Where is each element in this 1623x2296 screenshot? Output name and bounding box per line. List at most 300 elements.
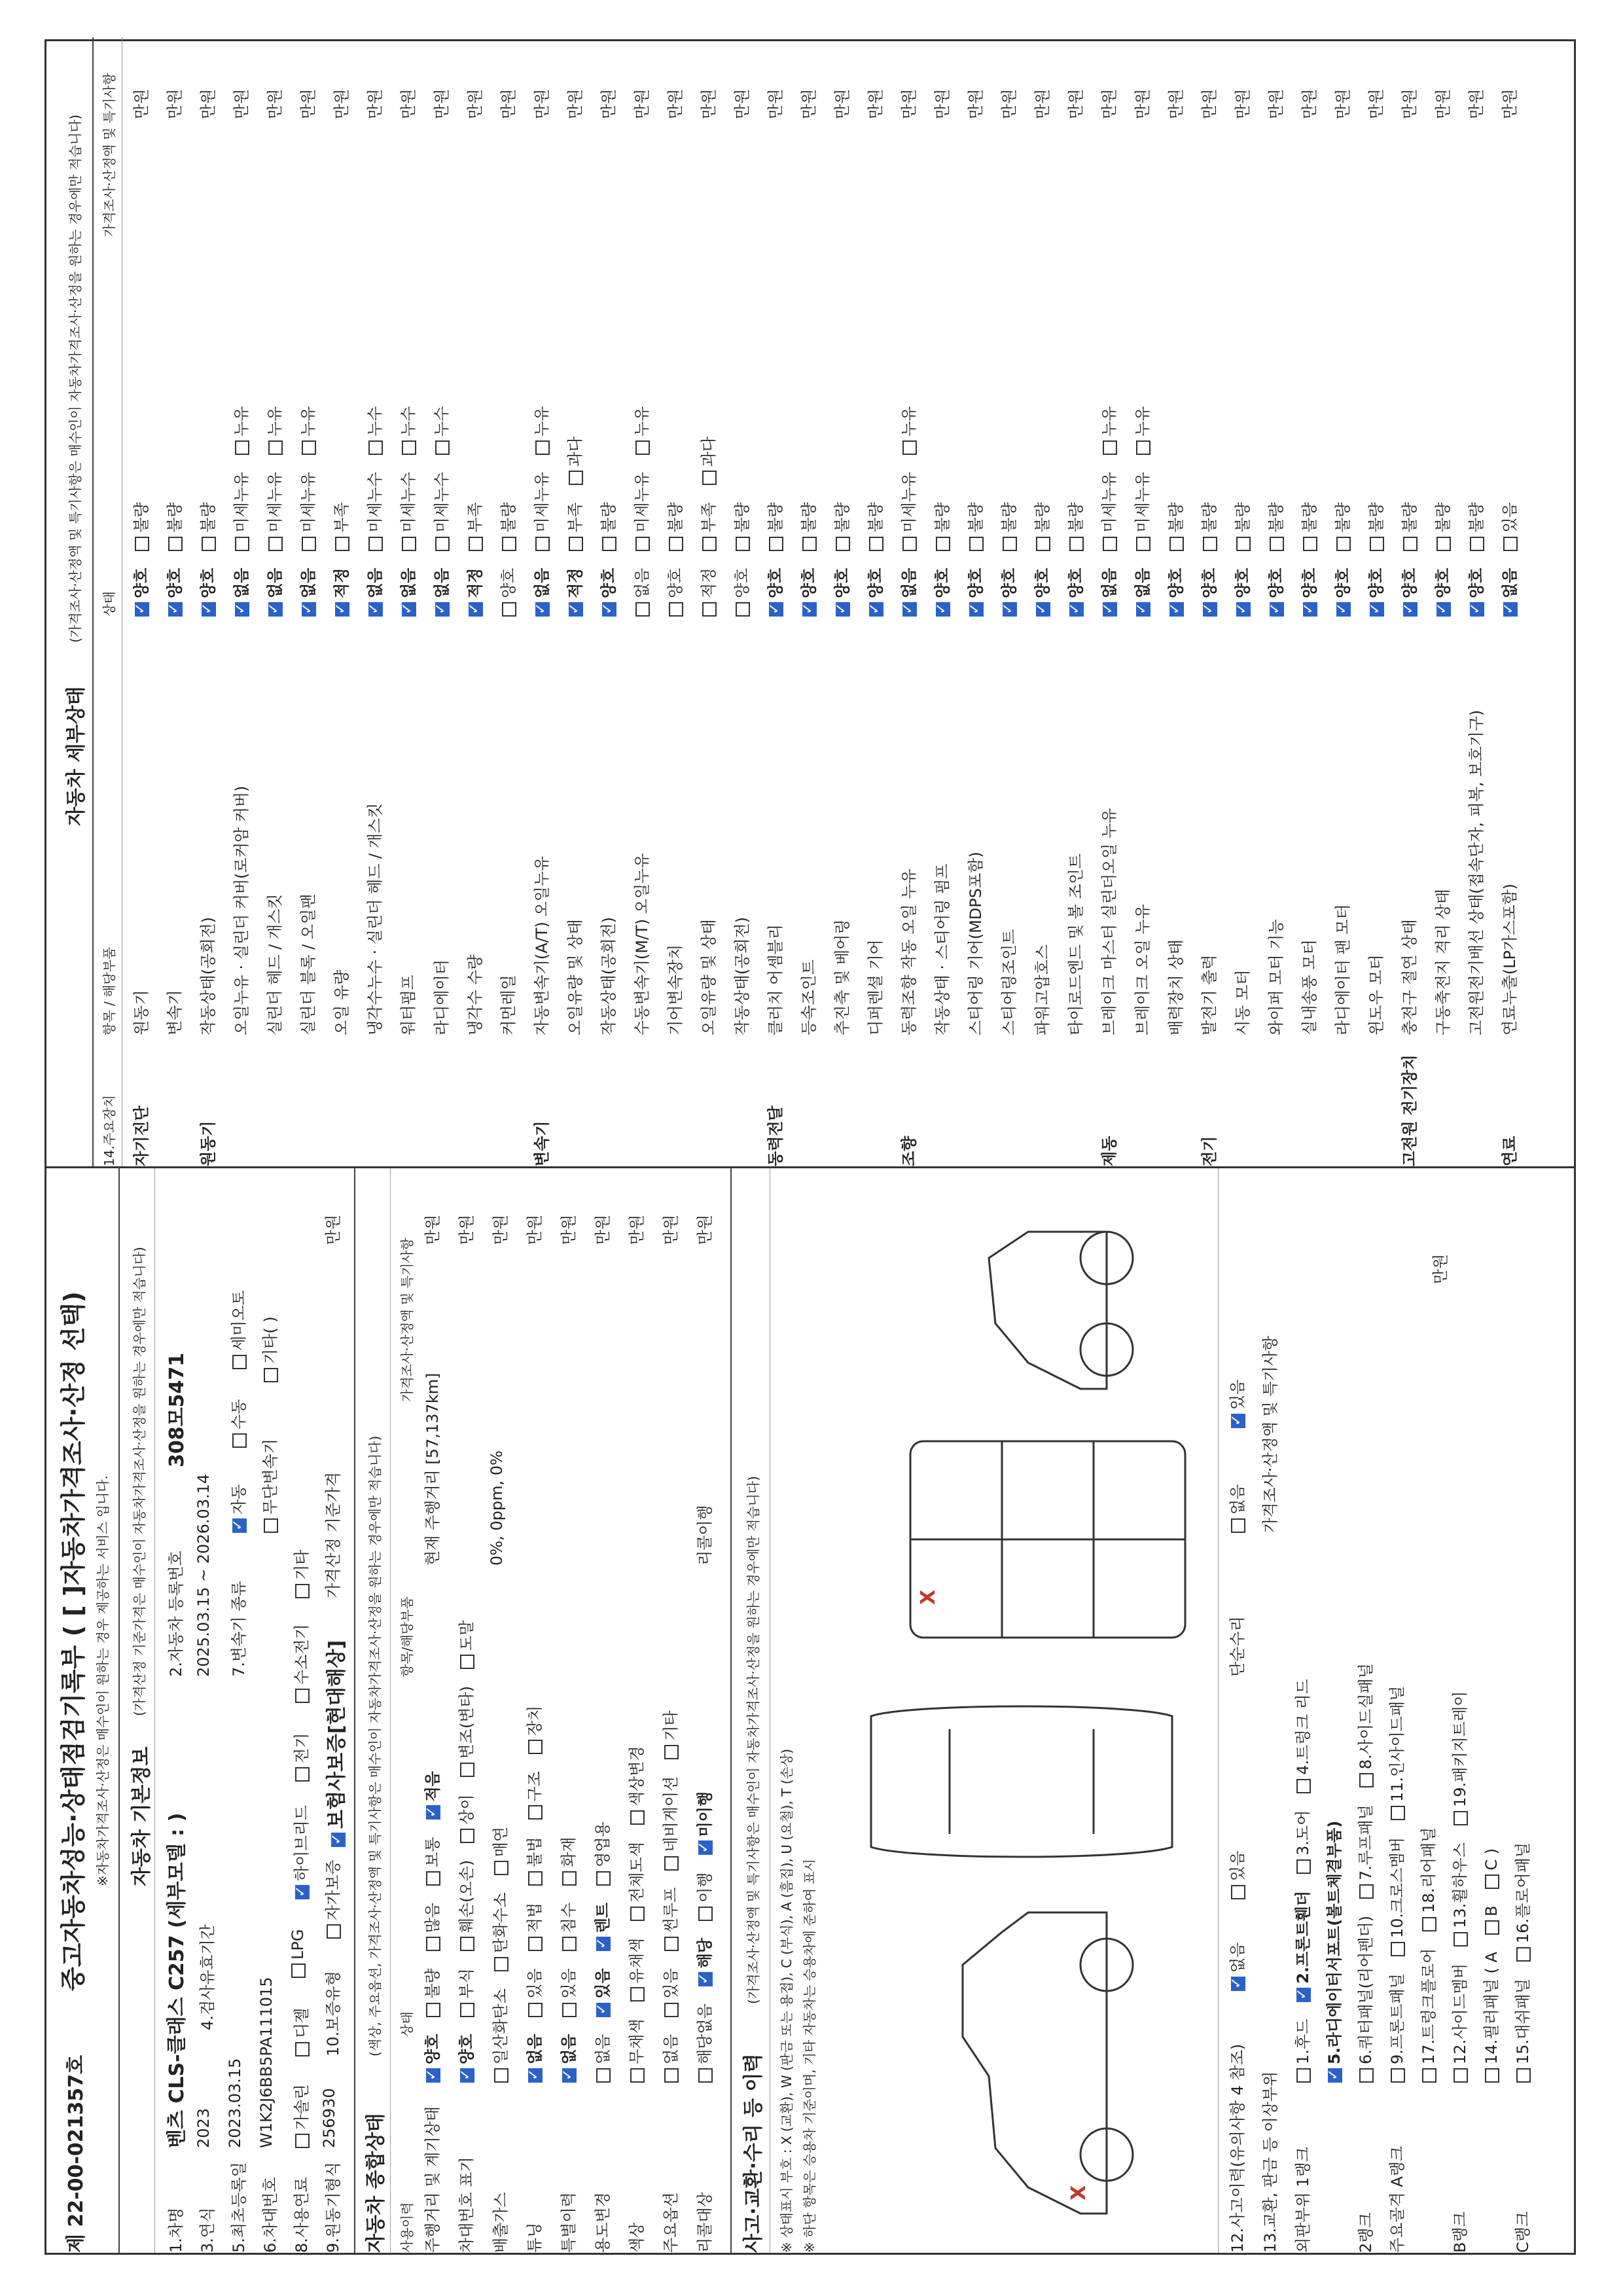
overall-option: 있음 [658, 1968, 681, 2017]
detail-group-label: 연료 [1501, 1136, 1519, 1166]
price-basis-label: 가격산정 기준가격 [324, 1471, 342, 1598]
part-option: 18.리어패널 [1416, 1827, 1438, 1931]
detail-option: 불량 [1463, 502, 1486, 550]
overall-option: 없음 [590, 2034, 613, 2083]
checkbox-icon [802, 602, 817, 617]
damage-mark-x-top: X [917, 1589, 940, 1605]
detail-group-label: 전기 [1200, 1136, 1219, 1166]
price-unit: 만원 [433, 88, 451, 119]
overall-option: ✓해당 [692, 1938, 715, 1986]
checkbox-icon [1391, 1942, 1405, 1956]
checkbox-icon [268, 537, 283, 551]
detail-option: ✓양호 [1463, 568, 1486, 617]
checkbox-icon [869, 602, 883, 617]
detail-item-label: 디퍼렌셜 기어 [866, 939, 885, 1035]
detail-option: ✓양호 [863, 568, 885, 617]
detail-item-label: 윈도우 모터 [1367, 954, 1385, 1035]
checkbox-icon [1470, 537, 1484, 551]
detail-note: (가격조사·산정액 및 특기사항은 매수인이 자동차가격조사·산정을 원하는 경우에만 적습니다) [67, 115, 83, 643]
part-option: 4.트렁크 리드 [1290, 1679, 1313, 1793]
part-option: 14.필러패널 ( A [1478, 1952, 1501, 2083]
checkbox-icon [902, 602, 917, 617]
fuel-gasoline: 가솔린 [293, 2084, 311, 2130]
col-main-device: 14.주요장치 [101, 1094, 117, 1166]
checkbox-icon [936, 602, 950, 617]
detail-option: ✓없음 [228, 568, 251, 617]
checkbox-icon [596, 1937, 611, 1951]
overall-option: ✓렌트 [590, 1903, 613, 1951]
detail-item-label: 동력조향 작동 오일 누유 [900, 869, 918, 1035]
accident-legend: ※ 상태표시 부호 : X (교환), W (판금 또는 용접), C (부식), A (흠집), U (요철), T (손상) [779, 1748, 794, 2253]
detail-option: 미세누수 [362, 472, 385, 551]
col-price: 가격조사·산정액 및 특기사항 [399, 1238, 415, 1402]
detail-option: 불량 [1063, 502, 1086, 550]
transmission-label: 7.변속기 종류 [230, 1581, 248, 1677]
transmission-semi: 세미오토 [230, 1290, 248, 1351]
checkbox-icon [630, 1907, 645, 1921]
right-panel [46, 37, 1574, 1166]
part-rank-label: B랭크 [1451, 2212, 1469, 2253]
checkbox-icon [1103, 602, 1117, 617]
checkbox-icon [902, 440, 917, 455]
detail-option: 부족 [329, 502, 351, 550]
checkbox-icon [528, 1871, 543, 1886]
price-unit: 만원 [599, 88, 618, 119]
overall-option: 영업용 [590, 1821, 613, 1886]
price-unit: 만원 [866, 88, 885, 119]
warranty-type-label: 10.보증유형 [324, 1971, 342, 2056]
overall-option: 훼손(오손) [454, 1860, 476, 1951]
odometer-basic: 256930 [320, 2088, 338, 2148]
checkbox-icon [1203, 537, 1217, 551]
overall-option: 화재 [556, 1837, 579, 1886]
checkbox-icon [569, 602, 583, 617]
checkbox-icon [1103, 440, 1117, 455]
overall-option: 적법 [522, 1903, 544, 1951]
overall-row-label: 리콜대상 [696, 2192, 714, 2253]
checkbox-icon [698, 1841, 713, 1856]
detail-item-label: 커먼레일 [499, 975, 518, 1035]
price-unit: 만원 [900, 88, 918, 119]
detail-option: 불량 [495, 502, 518, 550]
car-diagram [832, 1219, 1198, 2227]
overall-option: 일산화탄소 [488, 1988, 510, 2083]
accident-heading: 사고·교환·수리 등 이력 [742, 2053, 765, 2253]
checkbox-icon [969, 602, 984, 617]
part-option: 12.사이드멤버 [1447, 1964, 1470, 2083]
checkbox-icon [368, 440, 383, 455]
detail-option: 불량 [1230, 502, 1253, 550]
detail-option: 불량 [963, 502, 986, 550]
detail-item-label: 구동축전지 격리 상태 [1434, 889, 1452, 1035]
detail-item-label: 오일유량 및 상태 [566, 919, 584, 1035]
checkbox-icon [1485, 1920, 1499, 1935]
checkbox-icon [402, 440, 416, 455]
warranty-label: 9.원동기형식 [324, 2162, 342, 2253]
vin: W1K2J6BB5PA111015 [257, 1977, 276, 2148]
detail-option: ✓없음 [295, 568, 318, 617]
checkbox-icon [1003, 602, 1017, 617]
checkbox-icon [1328, 2068, 1342, 2083]
price-unit: 만원 [662, 1214, 680, 1245]
detail-item-label: 스티어링 기어(MDPS포함) [967, 852, 985, 1035]
overall-option: 색상변경 [624, 1746, 647, 1825]
part-option: 9.프론트패널 [1384, 1973, 1407, 2083]
detail-option: ✓양호 [796, 568, 819, 617]
checkbox-icon [135, 537, 149, 551]
checkbox-icon [702, 602, 717, 617]
detail-group-label: 자기진단 [132, 1105, 151, 1166]
detail-option: 양호 [729, 568, 752, 617]
detail-option: 부족 [696, 502, 719, 550]
checkbox-icon [635, 537, 650, 551]
checkbox-icon [1454, 1811, 1468, 1825]
detail-option: 불량 [796, 502, 819, 550]
price-unit: 만원 [566, 88, 584, 119]
overall-option: 유채색 [624, 1938, 647, 2002]
checkbox-icon [562, 1937, 577, 1951]
checkbox-icon [502, 537, 516, 551]
checkbox-icon [1303, 537, 1317, 551]
detail-option: ✓양호 [829, 568, 852, 617]
price-unit: 만원 [833, 88, 851, 119]
checkbox-icon [494, 1957, 508, 1971]
price-unit: 만원 [199, 88, 217, 119]
transmission-manual: 수동 [230, 1399, 248, 1429]
price-unit: 만원 [132, 88, 151, 119]
detail-item-label: 브레이크 오일 누유 [1133, 904, 1152, 1035]
overall-option: 전체도색 [624, 1842, 647, 1921]
detail-item-label: 배력장치 상태 [1167, 939, 1185, 1035]
form-subtitle: ※자동차가격조사·산정은 매수인이 원하는 경우 제공하는 서비스 입니다. [95, 1475, 111, 1886]
basic-info-heading: 자동차 기본정보 [130, 1746, 153, 1886]
accident-history-label: 12.사고이력(유의사항 4 참조) [1228, 2043, 1247, 2253]
detail-option: 미세누유 [629, 472, 652, 551]
part-option: 10.크로스멤버 [1384, 1837, 1407, 1956]
detail-item-label: 등속조인트 [800, 960, 818, 1035]
checkbox-icon [535, 537, 550, 551]
overall-option: ✓적음 [419, 1771, 442, 1820]
detail-option: ✓양호 [1163, 568, 1186, 617]
detail-option: 없음 [629, 568, 652, 617]
checkbox-icon [1359, 1884, 1374, 1899]
checkbox-icon [702, 537, 717, 551]
part-option: 19.패키지트레이 [1447, 1691, 1470, 1825]
price-unit: 만원 [700, 88, 718, 119]
detail-option: 불량 [1296, 502, 1319, 550]
detail-option: 불량 [929, 502, 952, 550]
checkbox-icon [1069, 537, 1084, 551]
checkbox-icon [135, 602, 149, 617]
overall-option: 탄화수소 [488, 1892, 510, 1971]
simple-repair-yes: 있음 [1228, 1379, 1247, 1410]
part-option: 3.도어 [1290, 1810, 1313, 1874]
detail-item-label: 오일 유량 [332, 969, 351, 1035]
overall-option: 도말 [454, 1621, 476, 1669]
checkbox-icon [630, 2068, 645, 2083]
checkbox-icon [569, 537, 583, 551]
part-rank-label: 주요골격 A랭크 [1388, 2145, 1406, 2253]
checkbox-icon [528, 1937, 543, 1951]
overall-option: 없음 [658, 2034, 681, 2083]
detail-option: 불량 [1029, 502, 1052, 550]
overall-row-label: 차대번호 표기 [457, 2157, 476, 2253]
checkbox-icon [268, 602, 283, 617]
checkbox-icon [769, 602, 783, 617]
checkbox-icon [460, 1937, 474, 1951]
detail-option: ✓양호 [1063, 568, 1086, 617]
checkbox-icon [460, 1763, 474, 1777]
price-unit: 만원 [1167, 88, 1185, 119]
price-unit: 만원 [299, 88, 317, 119]
year: 2023 [194, 2108, 213, 2148]
checkbox-icon [1036, 537, 1050, 551]
overall-option: 매연 [488, 1827, 510, 1875]
overall-row-label: 튜닝 [526, 2222, 544, 2253]
detail-option: 누유 [1130, 406, 1152, 455]
first-reg-label: 5.최초등록일 [230, 2162, 248, 2253]
checkbox-icon [1136, 602, 1150, 617]
checkbox-icon [1236, 602, 1251, 617]
checkbox-icon [302, 440, 316, 455]
checkbox-icon [469, 602, 483, 617]
reg-number: 308모5471 [166, 1352, 188, 1467]
part-option: ✓2.프론트휀더 [1290, 1891, 1313, 2002]
detail-option: 미세누유 [228, 472, 251, 551]
part-rank-label: 외판부위 1랭크 [1294, 2146, 1312, 2253]
accident-note: (가격조사·산정액 및 특기사항은 매수인이 자동차가격조사·산정을 원하는 경우에만 적습니다) [745, 1476, 761, 2004]
detail-option: 불량 [762, 502, 785, 550]
checkbox-icon [1296, 1988, 1311, 2002]
first-reg-date: 2023.03.15 [226, 2058, 244, 2148]
checkbox-icon [494, 1861, 508, 1875]
warranty-self: 자가보증 [324, 1859, 342, 1920]
detail-option: ✓적정 [562, 568, 585, 617]
overall-option: 장치 [522, 1706, 544, 1754]
left-panel [46, 1166, 1574, 2253]
checkbox-icon [494, 2068, 508, 2083]
checkbox-icon [562, 1871, 577, 1886]
checkbox-icon [528, 2003, 543, 2017]
detail-option: 불량 [128, 502, 151, 550]
price-unit: 만원 [457, 1214, 476, 1245]
detail-item-label: 냉각수 수량 [466, 954, 484, 1035]
checkbox-icon [528, 1806, 543, 1820]
checkbox-icon [902, 537, 917, 551]
checkbox-icon [426, 2003, 440, 2017]
overall-row-label: 용도변경 [594, 2192, 612, 2253]
detail-option: 누수 [362, 406, 385, 455]
overall-row-detail: 0%, 0ppm, 0% [488, 1450, 506, 1566]
checkbox-icon [569, 471, 583, 485]
overall-option: 침수 [556, 1903, 579, 1951]
detail-option: 불량 [662, 502, 685, 550]
checkbox-icon [698, 1972, 713, 1986]
detail-option: ✓양호 [128, 568, 151, 617]
detail-option: 불량 [1363, 502, 1386, 550]
overall-row-label: 배출가스 [491, 2192, 510, 2253]
detail-item-label: 실린더 헤드 / 개스킷 [266, 893, 284, 1035]
detail-option: 누수 [429, 406, 452, 455]
overall-option: 부식 [454, 1968, 476, 2017]
detail-option: ✓양호 [1263, 568, 1286, 617]
detail-option: 미세누유 [529, 472, 552, 551]
detail-item-label: 고전원전기배선 상태(접속단자, 피복, 보호기구) [1467, 709, 1486, 1035]
overall-option: 썬루프 [658, 1888, 681, 1952]
col-item: 항목/해당부품 [399, 1596, 415, 1677]
detail-item-label: 작동상태 · 스티어링 펌프 [933, 863, 952, 1035]
part-option: 15.대쉬패널 [1510, 1979, 1533, 2083]
checkbox-icon [596, 1871, 611, 1886]
inspection-period-label: 4.검사유효기간 [198, 1924, 217, 2030]
price-unit: 만원 [933, 88, 952, 119]
simple-repair-none: 없음 [1228, 1484, 1247, 1515]
detail-item-label: 자동변속기(A/T) 오일누유 [533, 855, 551, 1035]
overall-option: 해당없음 [692, 2003, 715, 2083]
overall-option: 불법 [522, 1837, 544, 1886]
checkbox-icon [202, 602, 216, 617]
checkbox-icon [460, 2068, 474, 2083]
detail-option: ✓없음 [1130, 568, 1152, 617]
detail-option: 불량 [1330, 502, 1353, 550]
price-unit: 만원 [1400, 88, 1419, 119]
checkbox-icon [1270, 602, 1284, 617]
part-option: ✓5.라디에이터서포트(볼트체결부품) [1321, 1821, 1344, 2083]
warranty-insurance: 보험사보증[현대해상] [325, 1640, 348, 1829]
checkbox-icon [1370, 537, 1384, 551]
detail-group-label: 고전원 전기장치 [1400, 1054, 1419, 1166]
detail-option: 부족 [462, 502, 485, 550]
overall-option: ✓없음 [556, 2034, 579, 2083]
checkbox-icon [1270, 537, 1284, 551]
price-unit: 만원 [1300, 88, 1319, 119]
checkbox-icon [1436, 602, 1451, 617]
checkbox-icon [562, 2068, 577, 2083]
detail-option: 불량 [1196, 502, 1219, 550]
col-price-detail: 가격조사·산정액 및 특기사항 [101, 73, 117, 237]
col-state: 상태 [399, 2011, 415, 2037]
detail-option: ✓양호 [1430, 568, 1453, 617]
checkbox-icon [460, 1829, 474, 1843]
detail-option: 불량 [829, 502, 852, 550]
transmission-auto: 자동 [230, 1484, 248, 1515]
fuel-diesel: 디젤 [293, 2007, 311, 2038]
damage-mark-x: X [1067, 2185, 1090, 2200]
checkbox-icon [1485, 1874, 1499, 1889]
price-unit: 만원 [1367, 88, 1385, 119]
checkbox-icon [235, 602, 249, 617]
detail-option: ✓양호 [1397, 568, 1419, 617]
checkbox-icon [1422, 2068, 1436, 2083]
checkbox-icon [1036, 602, 1050, 617]
overall-heading: 자동차 종합상태 [365, 2113, 387, 2253]
detail-option: 미세누수 [429, 472, 452, 551]
detail-option: 누유 [629, 406, 652, 455]
detail-option: 불량 [996, 502, 1019, 550]
detail-item-label: 워터펌프 [399, 975, 418, 1035]
checkbox-icon [1136, 440, 1150, 455]
price-unit: 만원 [166, 88, 184, 119]
overall-option: 네비게이션 [658, 1776, 681, 1871]
overall-option: 있음 [556, 1968, 579, 2017]
price-unit: 만원 [766, 88, 785, 119]
overall-option: 변조(변타) [454, 1686, 476, 1777]
checkbox-icon [1516, 1947, 1531, 1962]
detail-option: 과다 [696, 437, 719, 485]
checkbox-icon [769, 537, 783, 551]
price-unit: 만원 [594, 1214, 612, 1245]
col-item-detail: 항목 / 해당부품 [101, 946, 117, 1035]
document-number: 제 22-00-021357호 [65, 2054, 88, 2253]
overall-option: ✓있음 [590, 1968, 613, 2017]
checkbox-icon [426, 2068, 440, 2083]
part-option: 17.트렁크플로어 [1416, 1948, 1438, 2083]
overall-option: 많음 [419, 1903, 442, 1951]
checkbox-icon [1336, 537, 1351, 551]
checkbox-icon [435, 537, 450, 551]
year-label: 3.연식 [198, 2207, 217, 2253]
detail-option: ✓양호 [762, 568, 785, 617]
detail-item-label: 오일유량 및 상태 [700, 919, 718, 1035]
vehicle-name-label: 1.차명 [167, 2207, 185, 2253]
overall-option: ✓양호 [454, 2034, 476, 2083]
detail-item-label: 냉각수누수 · 실린더 헤드 / 개스킷 [366, 802, 384, 1035]
price-unit: 만원 [232, 88, 251, 119]
simple-repair-label: 단순수리 [1228, 1616, 1247, 1677]
detail-item-label: 파워고압호스 [1033, 944, 1052, 1035]
detail-option: ✓없음 [529, 568, 552, 617]
checkbox-icon [1136, 537, 1150, 551]
part-option: 13.휠하우스 [1447, 1842, 1470, 1946]
checkbox-icon [1296, 2068, 1311, 2083]
overall-option: 구조 [522, 1771, 544, 1820]
fuel-lpg: LPG [289, 1929, 307, 1960]
detail-option: 누유 [529, 406, 552, 455]
form-title: 중고자동차성능·상태점검기록부 ( [ ]자동차가격조사·산정 선택) [59, 1291, 88, 1991]
col-usage: 사용이력 [399, 2202, 415, 2253]
detail-option: ✓양호 [162, 568, 185, 617]
part-option: 7.루프패널 [1353, 1804, 1376, 1899]
price-unit: 만원 [1100, 88, 1118, 119]
exchange-label: 13.교환, 판금 등 이상부위 [1261, 2071, 1279, 2253]
detail-item-label: 작동상태(공회전) [599, 916, 618, 1035]
checkbox-icon [664, 1937, 679, 1951]
checkbox-icon [635, 602, 650, 617]
checkbox-icon [596, 2068, 611, 2083]
overall-option: 불량 [419, 1968, 442, 2017]
overall-option: 보통 [419, 1837, 442, 1886]
price-unit: 만원 [666, 88, 685, 119]
checkbox-icon [426, 1871, 440, 1886]
checkbox-icon [368, 602, 383, 617]
checkbox-icon [1359, 2068, 1374, 2083]
price-unit-basic: 만원 [324, 1214, 342, 1245]
detail-option: ✓없음 [1497, 568, 1520, 617]
checkbox-icon [426, 1937, 440, 1951]
checkbox-icon [630, 1810, 645, 1825]
price-unit: 만원 [1501, 88, 1519, 119]
detail-item-label: 추진축 및 베어링 [833, 919, 851, 1035]
checkbox-icon [635, 440, 650, 455]
part-option: C ) [1482, 1848, 1501, 1889]
detail-option: 과다 [562, 437, 585, 485]
overall-option: 기타 [658, 1710, 681, 1759]
detail-option: ✓적정 [329, 568, 351, 617]
checkbox-icon [1454, 2068, 1468, 2083]
checkbox-icon [836, 537, 850, 551]
checkbox-icon [335, 602, 349, 617]
checkbox-icon [1516, 2068, 1531, 2083]
